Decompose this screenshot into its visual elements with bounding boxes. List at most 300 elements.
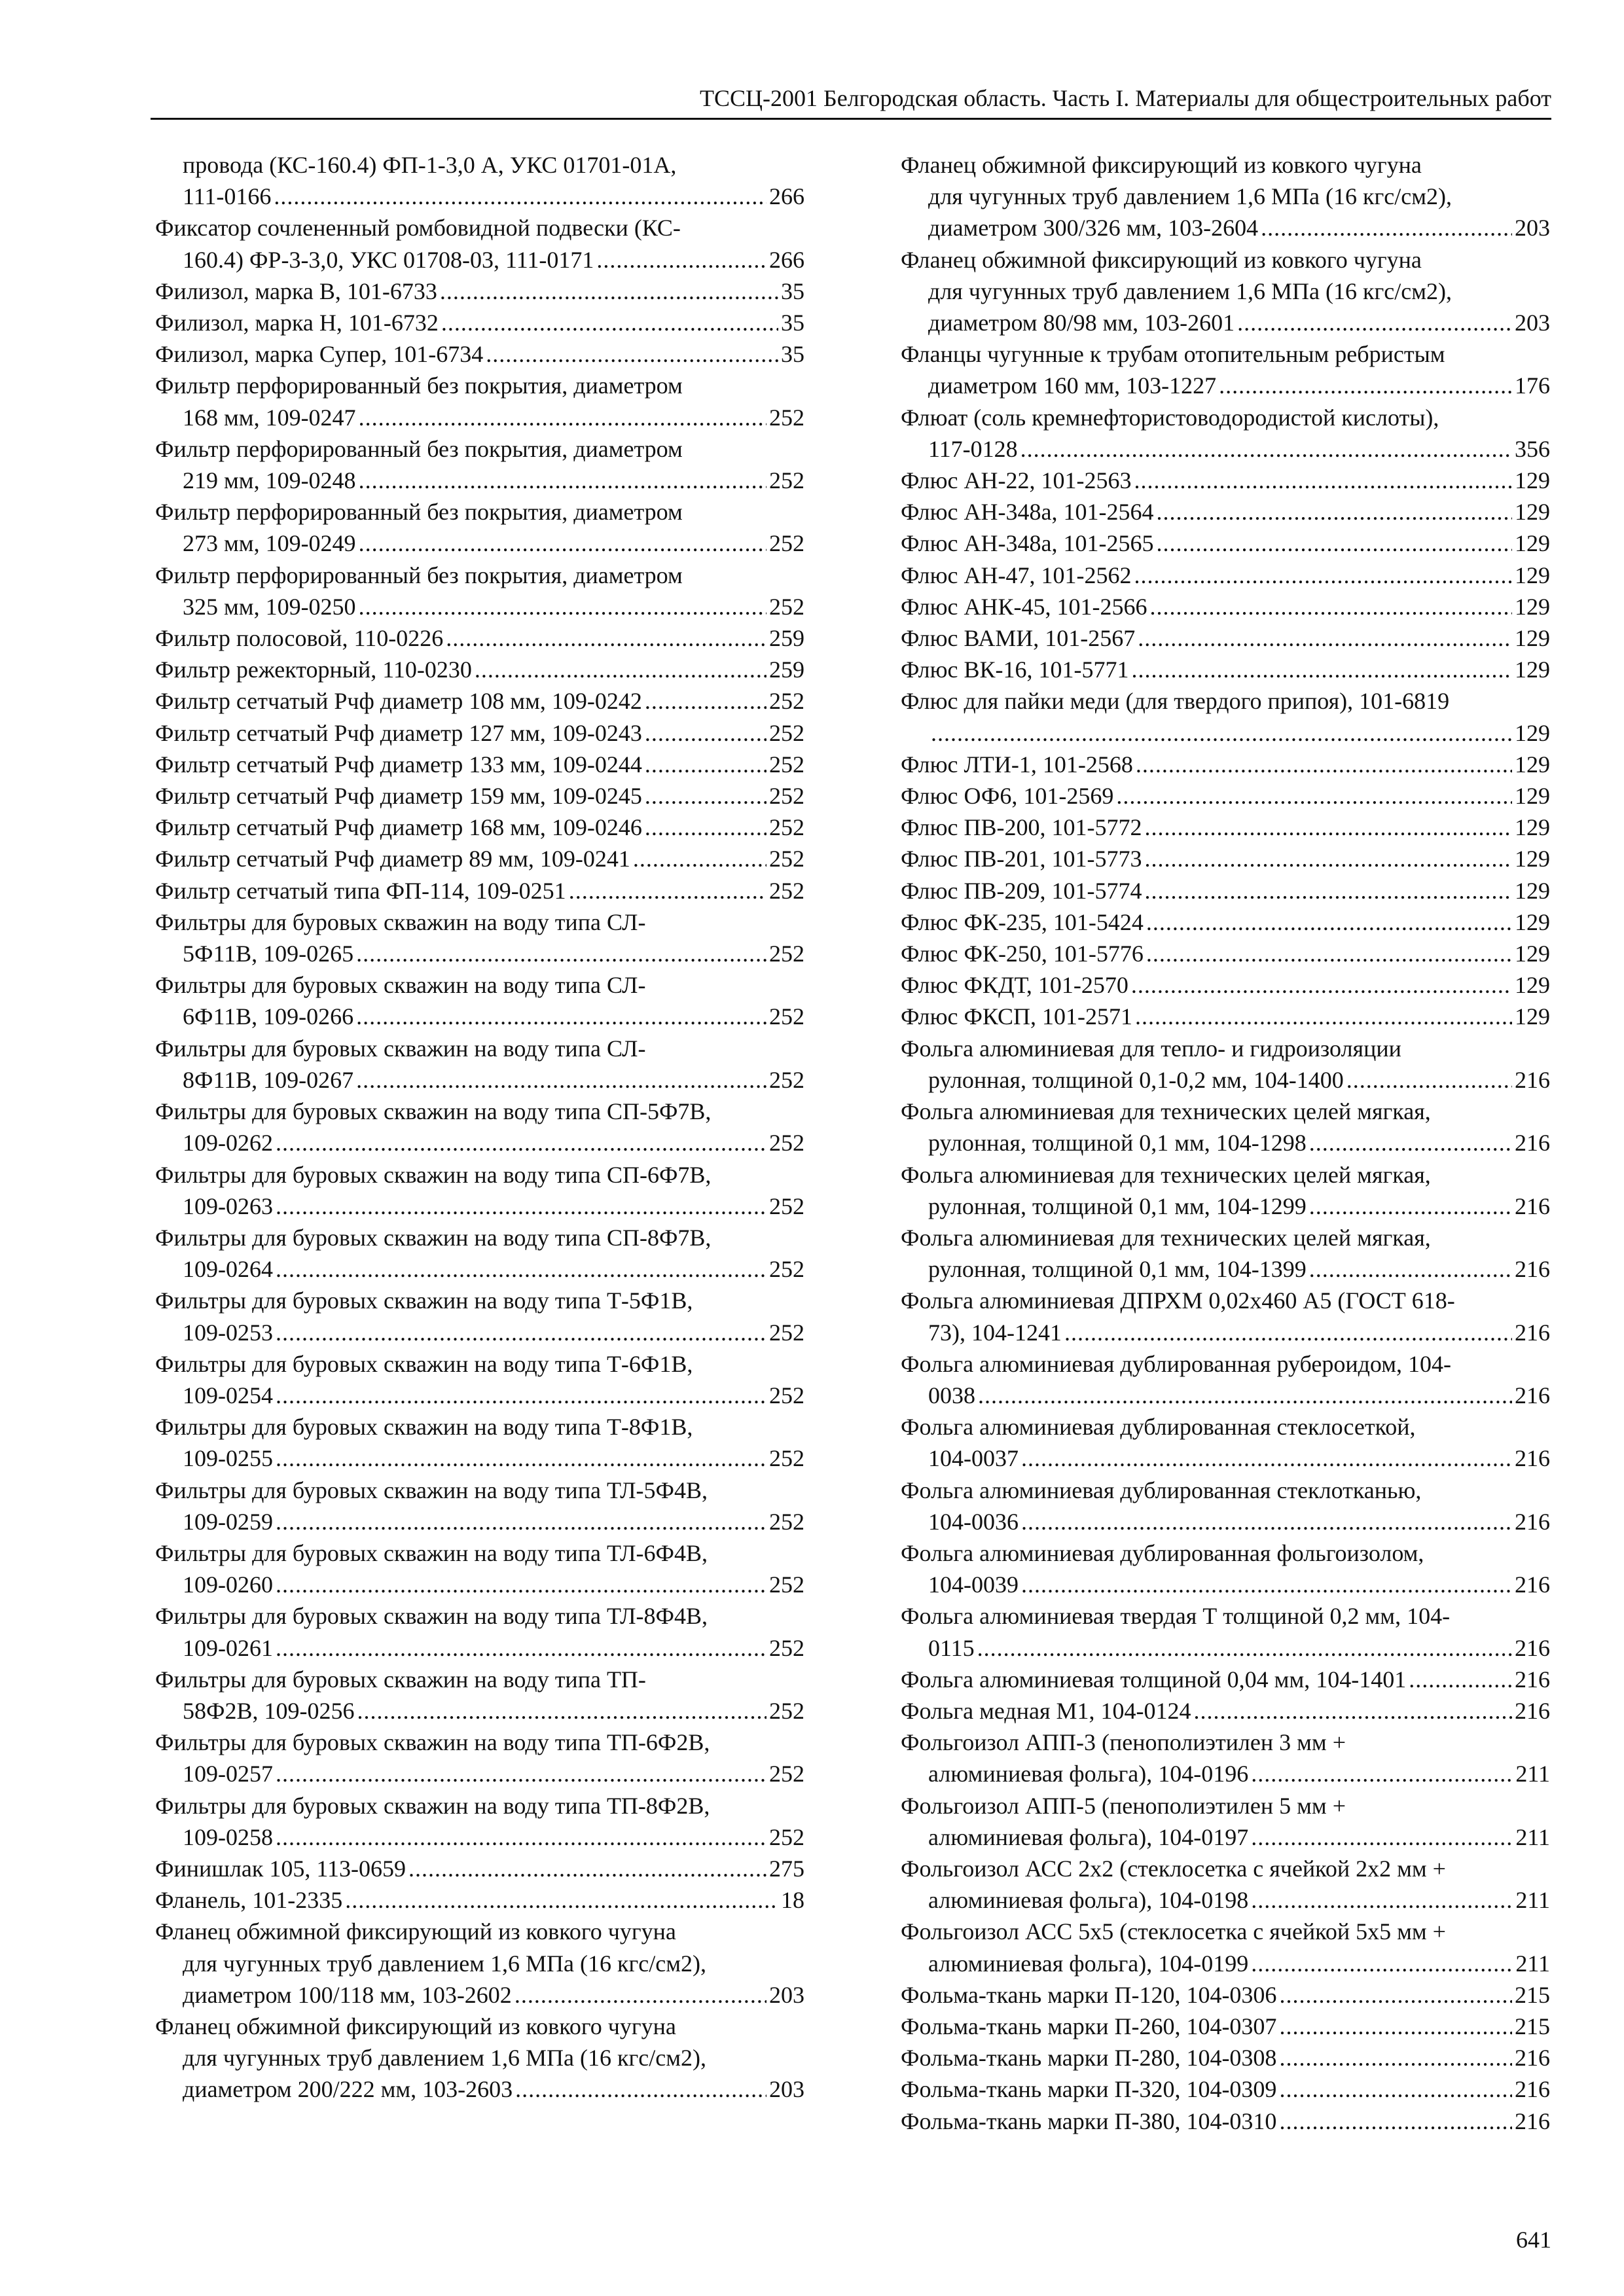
dot-leader — [1194, 1695, 1513, 1727]
entry-text: Фланец обжимной фиксирующий из ковкого чугуна — [155, 1918, 676, 1945]
entry-line — [901, 717, 1550, 749]
entry-page-ref: 216 — [1515, 1445, 1550, 1472]
dot-leader — [356, 1001, 767, 1032]
dot-leader — [359, 465, 767, 496]
index-entry — [155, 1790, 804, 1853]
entry-text: 109-0261 — [183, 1634, 273, 1661]
dot-leader — [1149, 591, 1512, 622]
entry-line — [901, 1348, 1550, 1380]
entry-line — [155, 402, 804, 433]
entry-line — [901, 906, 1550, 938]
index-entry — [901, 2106, 1550, 2137]
entry-line — [155, 875, 804, 906]
entry-line — [155, 1222, 804, 1253]
entry-text: алюминиевая фольга), 104-0196 — [928, 1761, 1249, 1787]
entry-line — [901, 1253, 1550, 1285]
entry-line — [901, 370, 1550, 401]
dot-leader — [446, 622, 767, 654]
dot-leader — [569, 875, 767, 906]
entry-line — [155, 1159, 804, 1191]
dot-leader — [1020, 433, 1512, 465]
index-entry — [155, 2011, 804, 2106]
entry-page-ref: 35 — [781, 341, 804, 368]
entry-text: для чугунных труб давлением 1,6 МПа (16 кгс/см2), — [183, 1950, 706, 1977]
entry-text: для чугунных труб давлением 1,6 МПа (16 кгс/см2), — [183, 2045, 706, 2072]
entry-line — [155, 1285, 804, 1316]
index-entry — [155, 1096, 804, 1158]
entry-page-ref: 203 — [1515, 215, 1550, 242]
entry-text: для чугунных труб давлением 1,6 МПа (16 кгс/см2), — [928, 278, 1452, 304]
dot-leader — [1219, 370, 1512, 401]
entry-text: 109-0258 — [183, 1823, 273, 1850]
entry-text: Флюс ЛТИ-1, 101-2568 — [901, 751, 1133, 778]
index-entry — [901, 780, 1550, 812]
index-entry — [901, 812, 1550, 843]
dot-leader — [1237, 307, 1512, 338]
entry-page-ref: 215 — [1515, 2013, 1550, 2039]
entry-text: Фольга алюминиевая толщиной 0,04 мм, 104-1401 — [901, 1666, 1407, 1693]
entry-text: Фильтр перфорированный без покрытия, диаметром — [155, 372, 683, 399]
index-entry — [901, 338, 1550, 401]
entry-page-ref: 129 — [1515, 656, 1550, 683]
entry-page-ref: 216 — [1515, 2108, 1550, 2134]
entry-page-ref: 252 — [769, 1193, 804, 1219]
entry-page-ref: 129 — [1515, 783, 1550, 810]
entry-text: Флюс ФКСП, 101-2571 — [901, 1003, 1133, 1030]
entry-page-ref: 129 — [1515, 593, 1550, 620]
entry-text: 109-0254 — [183, 1382, 273, 1408]
entry-text: 111-0166 — [183, 183, 272, 210]
dot-leader — [1144, 843, 1512, 874]
entry-line — [155, 717, 804, 749]
entry-text: Фольга алюминиевая дублированная стеклосеткой, — [901, 1414, 1416, 1441]
entry-text: Флюат (соль кремнефтористоводородистой кислоты), — [901, 404, 1439, 431]
index-entry — [155, 1285, 804, 1348]
entry-text: 109-0253 — [183, 1319, 273, 1346]
entry-page-ref: 252 — [769, 1256, 804, 1283]
entry-text: Фольма-ткань марки П-380, 104-0310 — [901, 2108, 1277, 2134]
entry-page-ref: 18 — [781, 1887, 804, 1914]
entry-line — [155, 1853, 804, 1884]
entry-page-ref: 129 — [1515, 625, 1550, 652]
entry-page-ref: 252 — [769, 814, 804, 841]
index-entry — [901, 1853, 1550, 1916]
entry-text: Фильтр сетчатый Рчф диаметр 133 мм, 109-0244 — [155, 751, 642, 778]
entry-line — [155, 843, 804, 874]
entry-page-ref: 129 — [1515, 499, 1550, 526]
entry-text: 219 мм, 109-0248 — [183, 467, 356, 494]
entry-text: 73), 104-1241 — [928, 1319, 1062, 1346]
entry-line — [155, 1253, 804, 1285]
entry-text: Фильтры для буровых скважин на воду типа СЛ- — [155, 908, 646, 935]
dot-leader — [645, 717, 767, 749]
page-number: 641 — [1516, 2227, 1551, 2253]
entry-line — [155, 2011, 804, 2042]
dot-leader — [408, 1853, 767, 1884]
entry-text: 109-0255 — [183, 1445, 273, 1472]
entry-text: Флюс ОФ6, 101-2569 — [901, 783, 1114, 810]
entry-text: 109-0264 — [183, 1256, 273, 1283]
entry-page-ref: 129 — [1515, 814, 1550, 841]
entry-line — [901, 1853, 1550, 1884]
entry-page-ref: 259 — [769, 625, 804, 652]
entry-page-ref: 216 — [1515, 1634, 1550, 1661]
entry-line — [901, 1033, 1550, 1064]
index-entry — [155, 654, 804, 685]
entry-line — [901, 1727, 1550, 1758]
dot-leader — [1021, 1506, 1512, 1537]
entry-line — [901, 685, 1550, 717]
entry-text: Фильтры для буровых скважин на воду типа ТЛ-6Ф4В, — [155, 1539, 708, 1566]
entry-text: рулонная, толщиной 0,1 мм, 104-1298 — [928, 1130, 1307, 1157]
entry-line — [155, 1191, 804, 1222]
entry-page-ref: 252 — [769, 1697, 804, 1724]
entry-line — [901, 1317, 1550, 1348]
entry-line — [901, 1411, 1550, 1443]
entry-line — [901, 2106, 1550, 2137]
index-entry — [901, 1475, 1550, 1537]
dot-leader — [276, 1821, 767, 1853]
entry-page-ref: 129 — [1515, 751, 1550, 778]
entry-line — [901, 402, 1550, 433]
dot-leader — [1064, 1317, 1512, 1348]
index-entry — [901, 1096, 1550, 1158]
entry-text: диаметром 200/222 мм, 103-2603 — [183, 2076, 513, 2103]
entry-page-ref: 252 — [769, 719, 804, 746]
entry-text: Фольма-ткань марки П-260, 104-0307 — [901, 2013, 1277, 2039]
entry-page-ref: 129 — [1515, 846, 1550, 872]
index-entry — [155, 622, 804, 654]
entry-text: Флюс ФК-235, 101-5424 — [901, 908, 1144, 935]
dot-leader — [1251, 1948, 1513, 1979]
entry-line — [155, 812, 804, 843]
dot-leader — [356, 938, 767, 969]
entry-text: 109-0262 — [183, 1130, 273, 1157]
entry-text: Флюс ФК-250, 101-5776 — [901, 941, 1144, 967]
dot-leader — [276, 1253, 767, 1285]
entry-text: Фильтры для буровых скважин на воду типа СП-8Ф7В, — [155, 1224, 712, 1251]
entry-text: Фланель, 101-2335 — [155, 1887, 343, 1914]
index-entry — [155, 812, 804, 843]
entry-page-ref: 252 — [769, 593, 804, 620]
entry-text: Фольга алюминиевая для технических целей мягкая, — [901, 1161, 1431, 1188]
index-entry — [901, 2042, 1550, 2073]
entry-text: Фольга алюминиевая дублированная рубероидом, 104- — [901, 1350, 1451, 1377]
index-entry — [901, 1537, 1550, 1600]
entry-line — [901, 1475, 1550, 1506]
entry-text: рулонная, толщиной 0,1 мм, 104-1399 — [928, 1256, 1307, 1283]
index-entry — [901, 1411, 1550, 1474]
index-entry — [155, 338, 804, 370]
entry-text: Фильтры для буровых скважин на воду типа ТЛ-8Ф4В, — [155, 1603, 708, 1630]
entry-line — [155, 591, 804, 622]
entry-text: Фильтр перфорированный без покрытия, диаметром — [155, 499, 683, 526]
entry-text: диаметром 80/98 мм, 103-2601 — [928, 310, 1235, 336]
dot-leader — [1138, 622, 1512, 654]
entry-page-ref: 216 — [1515, 1066, 1550, 1093]
entry-text: Флюс ПВ-201, 101-5773 — [901, 846, 1142, 872]
entry-text: Фольга алюминиевая для технических целей мягкая, — [901, 1098, 1431, 1125]
entry-text: Флюс ВК-16, 101-5771 — [901, 656, 1129, 683]
entry-page-ref: 129 — [1515, 877, 1550, 904]
entry-line — [901, 1758, 1550, 1789]
dot-leader — [441, 307, 778, 338]
entry-text: 109-0257 — [183, 1761, 273, 1787]
entry-line — [155, 1537, 804, 1569]
index-entry — [155, 906, 804, 969]
entry-line — [901, 969, 1550, 1001]
entry-line — [155, 2042, 804, 2073]
dot-leader — [978, 1380, 1512, 1411]
entry-line — [901, 1380, 1550, 1411]
entry-text: Флюс АН-47, 101-2562 — [901, 562, 1132, 588]
entry-line — [155, 338, 804, 370]
entry-line — [155, 1884, 804, 1916]
entry-page-ref: 216 — [1515, 1382, 1550, 1408]
dot-leader — [1251, 1821, 1513, 1853]
dot-leader — [1146, 906, 1512, 938]
entry-line — [155, 370, 804, 401]
entry-text: Флюс ВАМИ, 101-2567 — [901, 625, 1136, 652]
entry-page-ref: 252 — [769, 751, 804, 778]
entry-page-ref: 252 — [769, 1003, 804, 1030]
entry-page-ref: 252 — [769, 1508, 804, 1535]
dot-leader — [345, 1884, 778, 1916]
entry-line — [155, 1380, 804, 1411]
index-entry — [155, 780, 804, 812]
entry-text: алюминиевая фольга), 104-0198 — [928, 1887, 1249, 1914]
entry-text: Фильтр перфорированный без покрытия, диаметром — [155, 435, 683, 462]
dot-leader — [276, 1758, 767, 1789]
index-column-left — [155, 149, 804, 2106]
index-entry — [901, 654, 1550, 685]
index-entry — [901, 622, 1550, 654]
entry-text: Филизол, марка В, 101-6733 — [155, 278, 437, 304]
entry-text: Фильтр режекторный, 110-0230 — [155, 656, 472, 683]
entry-page-ref: 35 — [781, 310, 804, 336]
entry-text: 104-0037 — [928, 1445, 1019, 1472]
entry-line — [155, 1600, 804, 1632]
dot-leader — [359, 402, 767, 433]
entry-text: Флюс АН-348а, 101-2565 — [901, 530, 1154, 557]
dot-leader — [1251, 1884, 1513, 1916]
entry-text: 117-0128 — [928, 435, 1018, 462]
entry-text: Фильтр сетчатый типа ФП-114, 109-0251 — [155, 877, 566, 904]
entry-text: Фильтры для буровых скважин на воду типа ТП- — [155, 1666, 646, 1693]
index-entry — [155, 276, 804, 307]
entry-page-ref: 252 — [769, 846, 804, 872]
entry-page-ref: 203 — [769, 1981, 804, 2008]
entry-line — [155, 1916, 804, 1947]
index-entry — [901, 560, 1550, 591]
entry-line — [901, 749, 1550, 780]
entry-line — [155, 654, 804, 685]
entry-text: Флюс АН-348а, 101-2564 — [901, 499, 1154, 526]
entry-line — [901, 843, 1550, 874]
entry-line — [901, 1001, 1550, 1032]
entry-line — [155, 244, 804, 276]
entry-line — [901, 1884, 1550, 1916]
entry-text: Фольгоизол АСС 2х2 (стеклосетка с ячейкой 2х2 мм + — [901, 1855, 1446, 1882]
entry-line — [901, 654, 1550, 685]
index-entry — [155, 1033, 804, 1096]
dot-leader — [1346, 1064, 1512, 1096]
index-entry — [901, 591, 1550, 622]
dot-leader — [1251, 1758, 1513, 1789]
entry-page-ref: 129 — [1515, 467, 1550, 494]
index-entry — [155, 1664, 804, 1727]
entry-line — [901, 1632, 1550, 1664]
entry-line — [901, 1506, 1550, 1537]
entry-line — [155, 1001, 804, 1032]
entry-page-ref: 216 — [1515, 1130, 1550, 1157]
dot-leader — [645, 685, 767, 717]
entry-text: Фольга алюминиевая дублированная стеклотканью, — [901, 1477, 1422, 1503]
entry-page-ref: 216 — [1515, 1508, 1550, 1535]
entry-page-ref: 216 — [1515, 1697, 1550, 1724]
entry-line — [155, 1348, 804, 1380]
entry-page-ref: 266 — [769, 183, 804, 210]
dot-leader — [1309, 1253, 1512, 1285]
entry-line — [155, 969, 804, 1001]
index-entry — [155, 1727, 804, 1789]
entry-page-ref: 211 — [1515, 1950, 1550, 1977]
entry-page-ref: 216 — [1515, 1319, 1550, 1346]
dot-leader — [645, 749, 767, 780]
entry-line — [155, 560, 804, 591]
index-entry — [901, 528, 1550, 559]
dot-leader — [596, 244, 767, 276]
entry-line — [155, 1475, 804, 1506]
dot-leader — [645, 780, 767, 812]
dot-leader — [1021, 1569, 1512, 1600]
entry-line — [901, 1948, 1550, 1979]
dot-leader — [440, 276, 778, 307]
dot-leader — [1309, 1127, 1512, 1158]
entry-text: Фланец обжимной фиксирующий из ковкого чугуна — [901, 246, 1422, 273]
index-entry — [155, 685, 804, 717]
dot-leader — [1146, 938, 1512, 969]
index-entry — [155, 1853, 804, 1884]
entry-line — [901, 1695, 1550, 1727]
entry-line — [901, 812, 1550, 843]
entry-line — [901, 622, 1550, 654]
entry-line — [901, 875, 1550, 906]
dot-leader — [1134, 560, 1512, 591]
entry-line — [155, 1948, 804, 1979]
dot-leader — [356, 1064, 767, 1096]
dot-leader — [1144, 875, 1512, 906]
entry-page-ref: 216 — [1515, 2045, 1550, 2072]
dot-leader — [645, 812, 767, 843]
index-entry — [155, 749, 804, 780]
entry-page-ref: 129 — [1515, 719, 1550, 746]
dot-leader — [1131, 969, 1512, 1001]
index-entry — [901, 2073, 1550, 2105]
entry-text: Филизол, марка Супер, 101-6734 — [155, 341, 484, 368]
dot-leader — [1279, 1979, 1512, 2011]
entry-page-ref: 211 — [1515, 1823, 1550, 1850]
index-entry — [901, 1916, 1550, 1979]
entry-page-ref: 252 — [769, 1571, 804, 1598]
entry-page-ref: 211 — [1515, 1761, 1550, 1787]
entry-text: 109-0259 — [183, 1508, 273, 1535]
entry-line — [901, 2042, 1550, 2073]
entry-line — [901, 276, 1550, 307]
entry-text: Финишлак 105, 113-0659 — [155, 1855, 406, 1882]
index-entry — [155, 1475, 804, 1537]
entry-text: 109-0260 — [183, 1571, 273, 1598]
entry-text: Фильтры для буровых скважин на воду типа СЛ- — [155, 1035, 646, 1062]
entry-page-ref: 252 — [769, 1066, 804, 1093]
entry-line — [155, 685, 804, 717]
running-header: ТССЦ-2001 Белгородская область. Часть I. Материалы для общестроительных работ — [151, 84, 1551, 120]
entry-text: 104-0036 — [928, 1508, 1019, 1535]
entry-page-ref: 252 — [769, 877, 804, 904]
entry-text: Флюс ПВ-209, 101-5774 — [901, 877, 1142, 904]
entry-text: 168 мм, 109-0247 — [183, 404, 356, 431]
entry-text: Фланец обжимной фиксирующий из ковкого чугуна — [901, 152, 1422, 178]
index-entry — [155, 1222, 804, 1285]
entry-text: диаметром 300/326 мм, 103-2604 — [928, 215, 1259, 242]
dot-leader — [1279, 2106, 1512, 2137]
entry-text: 8Ф11В, 109-0267 — [183, 1066, 354, 1093]
dot-leader — [1144, 812, 1512, 843]
dot-leader — [1116, 780, 1512, 812]
index-entry — [901, 1600, 1550, 1663]
dot-leader — [276, 1317, 767, 1348]
entry-text: Флюс ПВ-200, 101-5772 — [901, 814, 1142, 841]
entry-line — [155, 1979, 804, 2011]
entry-text: Фольма-ткань марки П-120, 104-0306 — [901, 1981, 1277, 2008]
entry-line — [155, 528, 804, 559]
entry-line — [901, 433, 1550, 465]
entry-line — [901, 591, 1550, 622]
entry-text: Фильтры для буровых скважин на воду типа ТП-8Ф2В, — [155, 1792, 710, 1819]
entry-line — [155, 749, 804, 780]
index-entry — [901, 244, 1550, 339]
dot-leader — [977, 1632, 1512, 1664]
index-entry — [901, 843, 1550, 874]
entry-line — [155, 622, 804, 654]
index-entry — [901, 1285, 1550, 1348]
entry-line — [901, 1222, 1550, 1253]
entry-text: Фильтры для буровых скважин на воду типа ТЛ-5Ф4В, — [155, 1477, 708, 1503]
dot-leader — [1279, 2042, 1512, 2073]
entry-text: 325 мм, 109-0250 — [183, 593, 356, 620]
entry-text: Фланцы чугунные к трубам отопительным ребристым — [901, 341, 1445, 368]
entry-text: 58Ф2В, 109-0256 — [183, 1697, 355, 1724]
dot-leader — [1279, 2073, 1512, 2105]
entry-line — [901, 1096, 1550, 1127]
entry-text: Фольга алюминиевая для тепло- и гидроизоляции — [901, 1035, 1401, 1062]
index-entry — [155, 1159, 804, 1222]
entry-line — [155, 938, 804, 969]
dot-leader — [276, 1127, 767, 1158]
entry-page-ref: 129 — [1515, 908, 1550, 935]
index-entry — [901, 1695, 1550, 1727]
dot-leader — [486, 338, 778, 370]
entry-page-ref: 252 — [769, 1382, 804, 1408]
entry-line — [901, 1664, 1550, 1695]
entry-text: 160.4) ФР-3-3,0, УКС 01708-03, 111-0171 — [183, 246, 594, 273]
entry-line — [901, 212, 1550, 243]
entry-page-ref: 129 — [1515, 941, 1550, 967]
entry-line — [901, 1600, 1550, 1632]
index-entry — [901, 1790, 1550, 1853]
entry-page-ref: 252 — [769, 530, 804, 557]
index-entry — [901, 465, 1550, 496]
